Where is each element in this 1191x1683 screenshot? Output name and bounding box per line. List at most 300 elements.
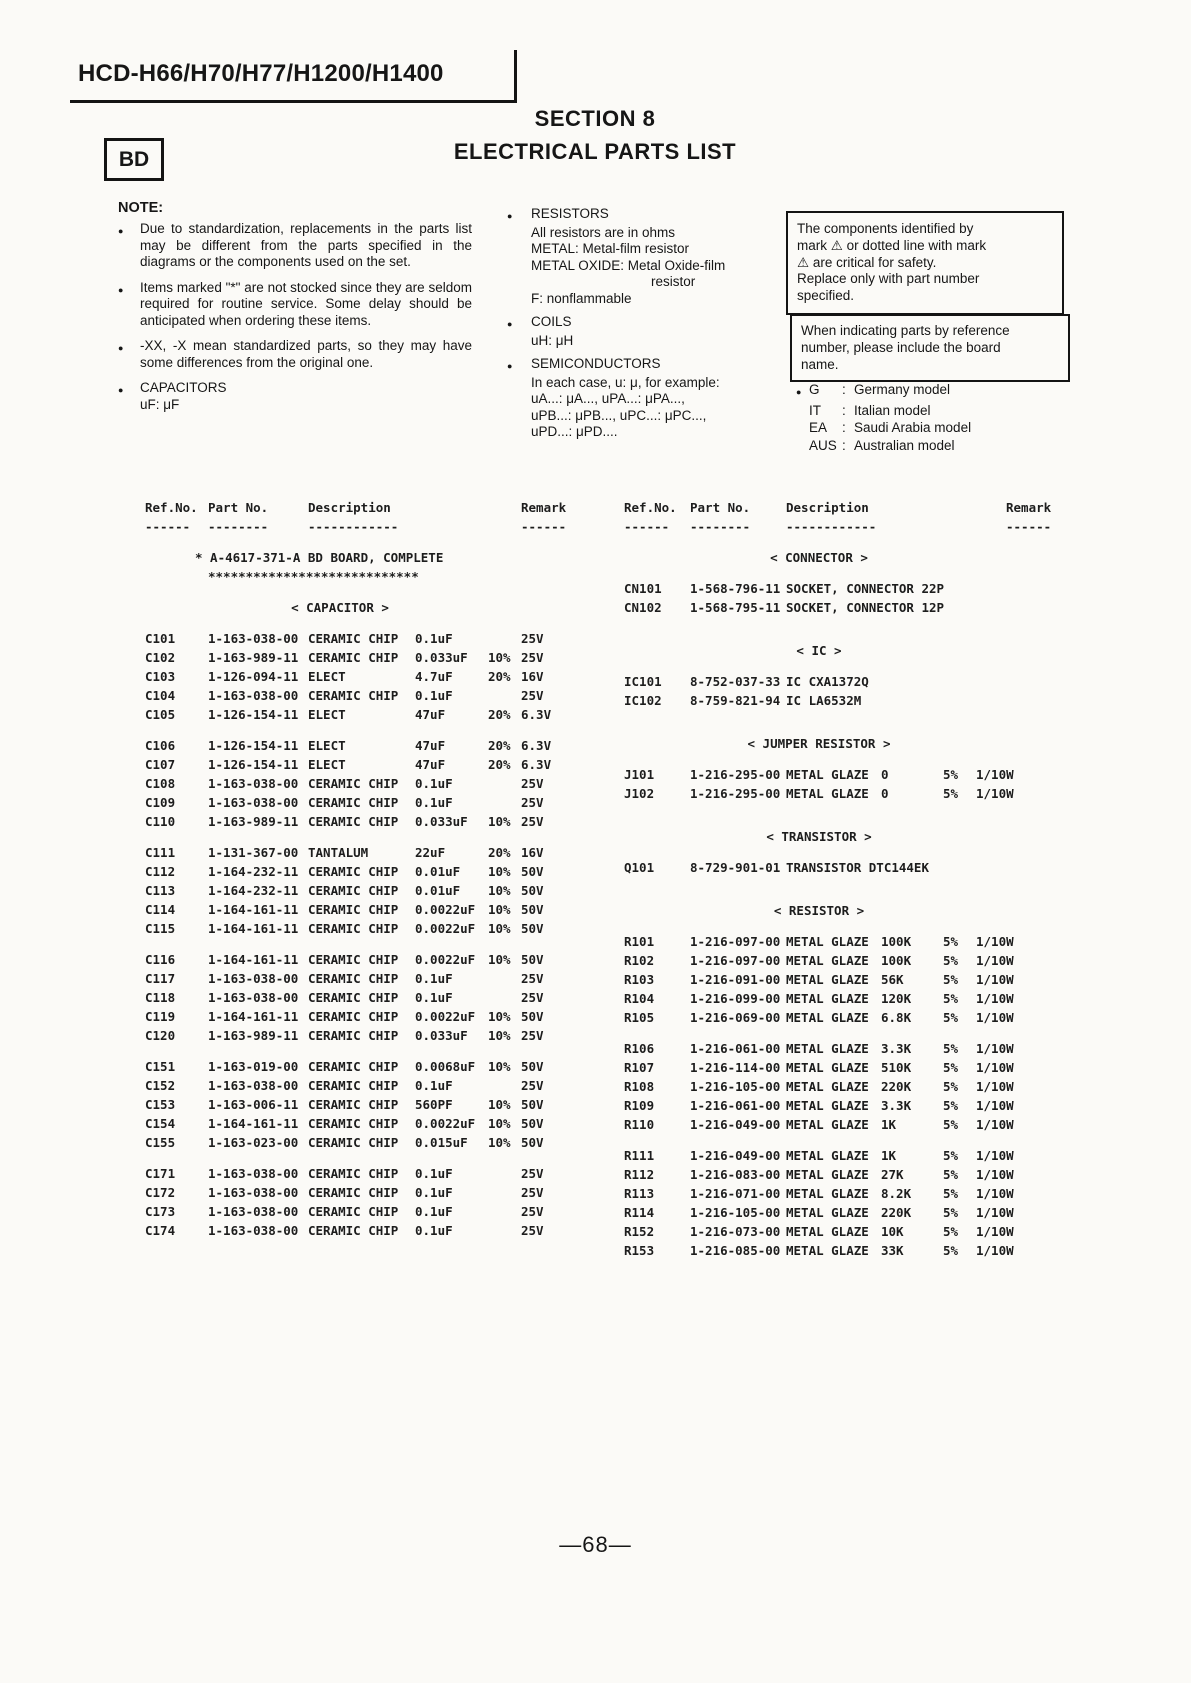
cell-tol: 10% — [488, 1009, 511, 1024]
cell-part: 1-163-038-00 — [208, 1204, 299, 1219]
legend-label: SEMICONDUCTORS — [531, 356, 661, 371]
cell-desc: METAL GLAZE — [786, 1041, 869, 1056]
table-row — [145, 843, 615, 862]
board-badge — [104, 138, 164, 181]
cell-desc: METAL GLAZE — [786, 767, 869, 782]
col-part: Part No. — [208, 500, 269, 515]
capacitors-line: uF: μF — [140, 396, 180, 412]
cell-val: 47uF — [415, 757, 446, 772]
underline-part: -------- — [690, 519, 751, 534]
model-code: IT — [809, 402, 821, 418]
cell-rem: 25V — [521, 1185, 544, 1200]
cell-tol — [1006, 579, 1039, 598]
cell-part: 1-164-161-11 — [208, 1009, 299, 1024]
cell-part: 1-126-154-11 — [208, 707, 299, 722]
cell-tol: 20% — [488, 669, 511, 684]
cell-desc: CERAMIC CHIP — [308, 1059, 399, 1074]
cell-rem: 1/10W — [976, 934, 1014, 949]
cell-tol — [488, 988, 521, 1007]
cell-ref: C171 — [145, 1166, 176, 1181]
table-row — [624, 1096, 1094, 1115]
cell-desc: METAL GLAZE — [786, 991, 869, 1006]
table-row — [145, 1076, 615, 1095]
cell-part: 1-216-083-00 — [690, 1167, 781, 1182]
underline-rem: ------ — [1006, 519, 1052, 534]
note-capacitors — [118, 380, 472, 413]
cell-part: 1-163-038-00 — [208, 1166, 299, 1181]
cell-val: 0.0022uF — [415, 902, 476, 917]
table-row — [145, 988, 615, 1007]
cell-desc: METAL GLAZE — [786, 1079, 869, 1094]
cell-ref: CN102 — [624, 600, 662, 615]
cell-ref: R108 — [624, 1079, 655, 1094]
cell-part: 1-216-099-00 — [690, 991, 781, 1006]
cell-rem: 25V — [521, 688, 544, 703]
col-part: Part No. — [690, 500, 751, 515]
cell-part: 1-216-097-00 — [690, 953, 781, 968]
cell-ref: R104 — [624, 991, 655, 1006]
cell-rem: 1/10W — [976, 1117, 1014, 1132]
table-row — [624, 1008, 1094, 1027]
cell-tol — [488, 1202, 521, 1221]
cell-tol — [488, 1076, 521, 1095]
model-label: Australian model — [854, 437, 955, 453]
cell-rem: 1/10W — [976, 1060, 1014, 1075]
cell-part: 1-163-038-00 — [208, 971, 299, 986]
table-gap — [624, 877, 1094, 889]
cell-tol: 5% — [943, 1117, 959, 1132]
cell-part: 1-164-161-11 — [208, 952, 299, 967]
cell-part: 1-216-105-00 — [690, 1079, 781, 1094]
table-gap — [145, 586, 615, 598]
table-row — [624, 1241, 1094, 1260]
bullet-icon: ● — [118, 343, 124, 353]
cell-ref: R101 — [624, 934, 655, 949]
cell-ref: C174 — [145, 1223, 176, 1238]
cell-desc: METAL GLAZE — [786, 972, 869, 987]
table-row — [145, 1057, 615, 1076]
cell-desc: CERAMIC CHIP — [308, 1166, 399, 1181]
legend-line: uA...: μA..., uPA...: μPA..., — [531, 391, 685, 406]
cell-rem: 50V — [521, 902, 544, 917]
col-tol — [943, 498, 976, 517]
cell-rem: 1/10W — [976, 1148, 1014, 1163]
cell-desc: METAL GLAZE — [786, 1148, 869, 1163]
cell-val: 0.0022uF — [415, 952, 476, 967]
cell-val: 0.1uF — [415, 1185, 453, 1200]
model-label: Italian model — [854, 402, 931, 418]
cell-ref: C116 — [145, 952, 176, 967]
table-row — [145, 705, 615, 724]
table-gap — [145, 831, 615, 843]
bullet-icon: ● — [507, 211, 513, 221]
cell-desc: CERAMIC CHIP — [308, 1028, 399, 1043]
cell-rem: 1/10W — [976, 1098, 1014, 1113]
cell-part: 1-163-038-00 — [208, 776, 299, 791]
table-row-wide: * A-4617-371-A BD BOARD, COMPLETE — [195, 550, 444, 565]
model-row — [796, 381, 971, 402]
cell-tol: 5% — [943, 1010, 959, 1025]
col-desc: Description — [786, 500, 869, 515]
cell-tol: 5% — [943, 1243, 959, 1258]
cell-ref: R109 — [624, 1098, 655, 1113]
board-reference-box — [790, 314, 1070, 382]
cell-ref: R153 — [624, 1243, 655, 1258]
cell-rem: 25V — [521, 1166, 544, 1181]
table-gap — [624, 629, 1094, 641]
cell-rem: 1/10W — [976, 1010, 1014, 1025]
cell-part: 1-164-161-11 — [208, 1116, 299, 1131]
cell-desc: CERAMIC CHIP — [308, 1185, 399, 1200]
cell-tol: 20% — [488, 707, 511, 722]
cell-tol: 5% — [943, 1148, 959, 1163]
table-row — [145, 969, 615, 988]
cell-desc: ELECT — [308, 669, 346, 684]
cell-tol: 10% — [488, 1028, 511, 1043]
model-label: Germany model — [854, 382, 951, 397]
cell-val: 0.033uF — [415, 1028, 468, 1043]
cell-rem: 1/10W — [976, 1167, 1014, 1182]
legend-label: RESISTORS — [531, 206, 609, 221]
cell-ref: R106 — [624, 1041, 655, 1056]
table-row — [145, 648, 615, 667]
table-gap — [624, 753, 1094, 765]
section-header: < CAPACITOR > — [291, 600, 389, 615]
cell-val: 0.1uF — [415, 776, 453, 791]
table-row — [145, 950, 615, 969]
table-row — [145, 686, 615, 705]
col-val — [881, 498, 943, 517]
table-row — [145, 1133, 615, 1152]
cell-desc: METAL GLAZE — [786, 1117, 869, 1132]
text-line: name. — [801, 356, 839, 372]
cell-tol: 5% — [943, 1186, 959, 1201]
table-row — [624, 1203, 1094, 1222]
cell-part: 1-216-049-00 — [690, 1117, 781, 1132]
cell-desc: CERAMIC CHIP — [308, 776, 399, 791]
cell-val: 0.1uF — [415, 1223, 453, 1238]
cell-ref: C110 — [145, 814, 176, 829]
cell-tol: 10% — [488, 1097, 511, 1112]
cell-tol: 5% — [943, 1205, 959, 1220]
cell-part: 1-164-232-11 — [208, 864, 299, 879]
underline-desc: ------------ — [308, 519, 399, 534]
cell-ref: R112 — [624, 1167, 655, 1182]
cell-tol: 10% — [488, 952, 511, 967]
cell-ref: C154 — [145, 1116, 176, 1131]
capacitors-note — [140, 380, 227, 413]
table-row — [624, 858, 1094, 877]
note-item — [118, 338, 472, 371]
table-gap — [624, 567, 1094, 579]
cell-part: 8-759-821-94 — [690, 693, 781, 708]
cell-desc: CERAMIC CHIP — [308, 1223, 399, 1238]
cell-rem: 25V — [521, 814, 544, 829]
cell-part: 1-163-038-00 — [208, 631, 299, 646]
cell-rem: 25V — [521, 650, 544, 665]
cell-val: 0.1uF — [415, 1078, 453, 1093]
cell-ref: C153 — [145, 1097, 176, 1112]
cell-val: 220K — [881, 1205, 912, 1220]
cell-part: 1-126-154-11 — [208, 738, 299, 753]
cell-rem: 1/10W — [976, 786, 1014, 801]
cell-val: 56K — [881, 972, 904, 987]
cell-desc: SOCKET, CONNECTOR 22P — [786, 581, 945, 596]
cell-val: 220K — [881, 1079, 912, 1094]
section-header: < TRANSISTOR > — [766, 829, 872, 844]
cell-rem: 50V — [521, 864, 544, 879]
cell-val: 0.1uF — [415, 1166, 453, 1181]
legend-block — [507, 206, 779, 448]
cell-ref: C151 — [145, 1059, 176, 1074]
cell-val — [929, 858, 991, 877]
legend-line: METAL: Metal-film resistor — [531, 241, 690, 256]
cell-rem: 1/10W — [976, 767, 1014, 782]
cell-rem: 1/10W — [976, 1079, 1014, 1094]
cell-desc: CERAMIC CHIP — [308, 864, 399, 879]
table-header-row — [624, 498, 1094, 517]
cell-rem: 50V — [521, 883, 544, 898]
parts-table-right — [624, 498, 1094, 1260]
section-header: < RESISTOR > — [773, 903, 865, 918]
col-tol — [488, 498, 521, 517]
table-row — [145, 881, 615, 900]
cell-tol: 5% — [943, 972, 959, 987]
table-row — [624, 1077, 1094, 1096]
cell-part: 1-126-154-11 — [208, 757, 299, 772]
cell-ref: C103 — [145, 669, 176, 684]
cell-desc: CERAMIC CHIP — [308, 1078, 399, 1093]
underline-val — [881, 517, 943, 536]
safety-warning-box — [786, 211, 1064, 315]
model-header-rule — [70, 50, 517, 103]
cell-ref: Q101 — [624, 860, 655, 875]
cell-rem: 25V — [521, 990, 544, 1005]
cell-tol: 10% — [488, 650, 511, 665]
bullet-icon: ● — [507, 361, 513, 371]
cell-rem: 16V — [521, 845, 544, 860]
table-row — [145, 736, 615, 755]
table-row — [624, 598, 1094, 617]
cell-part: 1-163-038-00 — [208, 688, 299, 703]
cell-tol: 10% — [488, 1116, 511, 1131]
cell-val: 0.015uF — [415, 1135, 468, 1150]
legend-group — [507, 206, 779, 307]
underline-tol — [943, 517, 976, 536]
cell-desc: METAL GLAZE — [786, 786, 869, 801]
cell-val: 0.1uF — [415, 1204, 453, 1219]
cell-desc: TANTALUM — [308, 845, 369, 860]
cell-part: 1-163-989-11 — [208, 650, 299, 665]
section-header: < IC > — [796, 643, 842, 658]
legend-line: METAL OXIDE: Metal Oxide-film — [531, 257, 726, 273]
cell-tol: 5% — [943, 934, 959, 949]
col-desc: Description — [308, 500, 391, 515]
cell-val — [881, 672, 943, 691]
cell-ref: C105 — [145, 707, 176, 722]
cell-part: 1-216-061-00 — [690, 1098, 781, 1113]
cell-tol: 5% — [943, 991, 959, 1006]
cell-val: 33K — [881, 1243, 904, 1258]
cell-ref: C111 — [145, 845, 176, 860]
table-row — [145, 1114, 615, 1133]
cell-val: 0.033uF — [415, 650, 468, 665]
cell-val: 3.3K — [881, 1098, 912, 1113]
table-gap — [624, 617, 1094, 629]
table-row — [624, 691, 1094, 710]
table-gap — [624, 660, 1094, 672]
cell-ref: R107 — [624, 1060, 655, 1075]
note-items — [118, 221, 472, 371]
cell-rem: 16V — [521, 669, 544, 684]
cell-part: 1-163-038-00 — [208, 1185, 299, 1200]
model-colon: : — [842, 402, 846, 418]
cell-val: 0.0068uF — [415, 1059, 476, 1074]
cell-desc: CERAMIC CHIP — [308, 1009, 399, 1024]
cell-val: 100K — [881, 934, 912, 949]
model-bullet-icon — [796, 419, 809, 437]
cell-tol: 5% — [943, 1079, 959, 1094]
cell-desc: CERAMIC CHIP — [308, 952, 399, 967]
cell-part: 1-163-038-00 — [208, 795, 299, 810]
model-bullet-icon: ● — [796, 387, 802, 397]
table-row — [145, 667, 615, 686]
cell-part: 1-216-105-00 — [690, 1205, 781, 1220]
table-row — [145, 919, 615, 938]
cell-desc: METAL GLAZE — [786, 934, 869, 949]
cell-ref: C113 — [145, 883, 176, 898]
model-code: EA — [809, 420, 828, 435]
cell-val: 0.01uF — [415, 864, 461, 879]
legend-line: uPD...: μPD.... — [531, 424, 618, 439]
cell-part: 1-126-094-11 — [208, 669, 299, 684]
cell-tol — [488, 1183, 521, 1202]
table-row — [145, 1007, 615, 1026]
cell-ref: R114 — [624, 1205, 655, 1220]
cell-tol: 10% — [488, 921, 511, 936]
cell-val — [944, 579, 1006, 598]
table-gap — [624, 815, 1094, 827]
text-line: mark ⚠ or dotted line with mark — [797, 237, 987, 253]
legend-line: uPB...: μPB..., uPC...: μPC..., — [531, 407, 707, 423]
cell-rem: 1/10W — [976, 953, 1014, 968]
table-body-left — [145, 536, 615, 1240]
cell-ref: R152 — [624, 1224, 655, 1239]
cell-desc: METAL GLAZE — [786, 953, 869, 968]
legend-line: F: nonflammable — [531, 290, 632, 306]
cell-val: 0.01uF — [415, 883, 461, 898]
cell-tol: 5% — [943, 1060, 959, 1075]
cell-val: 0.1uF — [415, 990, 453, 1005]
cell-desc: TRANSISTOR DTC144EK — [786, 860, 929, 875]
table-row — [145, 1183, 615, 1202]
cell-ref: C115 — [145, 921, 176, 936]
cell-part: 1-216-091-00 — [690, 972, 781, 987]
cell-rem: 50V — [521, 952, 544, 967]
cell-desc: CERAMIC CHIP — [308, 921, 399, 936]
cell-rem: 1/10W — [976, 1186, 1014, 1201]
cell-desc: CERAMIC CHIP — [308, 1135, 399, 1150]
table-gap — [624, 920, 1094, 932]
cell-part: 1-163-006-11 — [208, 1097, 299, 1112]
cell-val: 510K — [881, 1060, 912, 1075]
model-colon: : — [842, 420, 846, 435]
table-gap — [624, 536, 1094, 548]
table-gap — [145, 617, 615, 629]
table-row — [624, 989, 1094, 1008]
bullet-icon: ● — [118, 284, 124, 295]
cell-rem: 6.3V — [521, 707, 552, 722]
cell-ref: C107 — [145, 757, 176, 772]
cell-rem: 1/10W — [976, 1243, 1014, 1258]
cell-ref: C118 — [145, 990, 176, 1005]
cell-ref: C152 — [145, 1078, 176, 1093]
cell-rem: 25V — [521, 1223, 544, 1238]
cell-tol — [488, 774, 521, 793]
cell-part: 1-164-161-11 — [208, 921, 299, 936]
cell-desc: CERAMIC CHIP — [308, 631, 399, 646]
note-item — [118, 221, 472, 271]
table-body-right — [624, 536, 1094, 1260]
model-label: Saudi Arabia model — [854, 420, 972, 435]
cell-val: 0.0022uF — [415, 921, 476, 936]
cell-part: 1-216-295-00 — [690, 767, 781, 782]
cell-rem: 1/10W — [976, 972, 1014, 987]
table-row — [145, 793, 615, 812]
cell-ref: R105 — [624, 1010, 655, 1025]
cell-part: 1-163-989-11 — [208, 1028, 299, 1043]
col-rem: Remark — [521, 500, 567, 515]
table-gap — [145, 724, 615, 736]
table-row — [624, 1184, 1094, 1203]
cell-tol — [943, 691, 976, 710]
cell-rem: 6.3V — [521, 738, 552, 753]
page-number: —68— — [559, 1532, 632, 1557]
table-row — [145, 774, 615, 793]
cell-tol: 5% — [943, 953, 959, 968]
cell-part: 1-163-038-00 — [208, 1223, 299, 1238]
cell-ref: C155 — [145, 1135, 176, 1150]
cell-ref: J101 — [624, 767, 655, 782]
cell-desc: METAL GLAZE — [786, 1186, 869, 1201]
table-row — [624, 672, 1094, 691]
legend-line: All resistors are in ohms — [531, 224, 676, 240]
cell-ref: R110 — [624, 1117, 655, 1132]
cell-ref: C172 — [145, 1185, 176, 1200]
table-row — [624, 970, 1094, 989]
cell-tol — [488, 1221, 521, 1240]
cell-desc: CERAMIC CHIP — [308, 990, 399, 1005]
cell-desc: ELECT — [308, 757, 346, 772]
cell-val: 6.8K — [881, 1010, 912, 1025]
cell-val: 47uF — [415, 707, 446, 722]
cell-tol: 10% — [488, 902, 511, 917]
cell-ref: CN101 — [624, 581, 662, 596]
text-line: The components identified by — [797, 221, 974, 236]
cell-rem: 25V — [521, 631, 544, 646]
legend-group — [507, 314, 779, 349]
cell-part: 1-164-161-11 — [208, 902, 299, 917]
cell-tol — [488, 793, 521, 812]
cell-desc: METAL GLAZE — [786, 1060, 869, 1075]
cell-rem: 50V — [521, 1059, 544, 1074]
cell-tol — [991, 858, 1024, 877]
note-block — [118, 200, 472, 422]
cell-val: 0.1uF — [415, 688, 453, 703]
col-val — [415, 498, 488, 517]
table-row — [624, 1058, 1094, 1077]
cell-tol: 5% — [943, 786, 959, 801]
